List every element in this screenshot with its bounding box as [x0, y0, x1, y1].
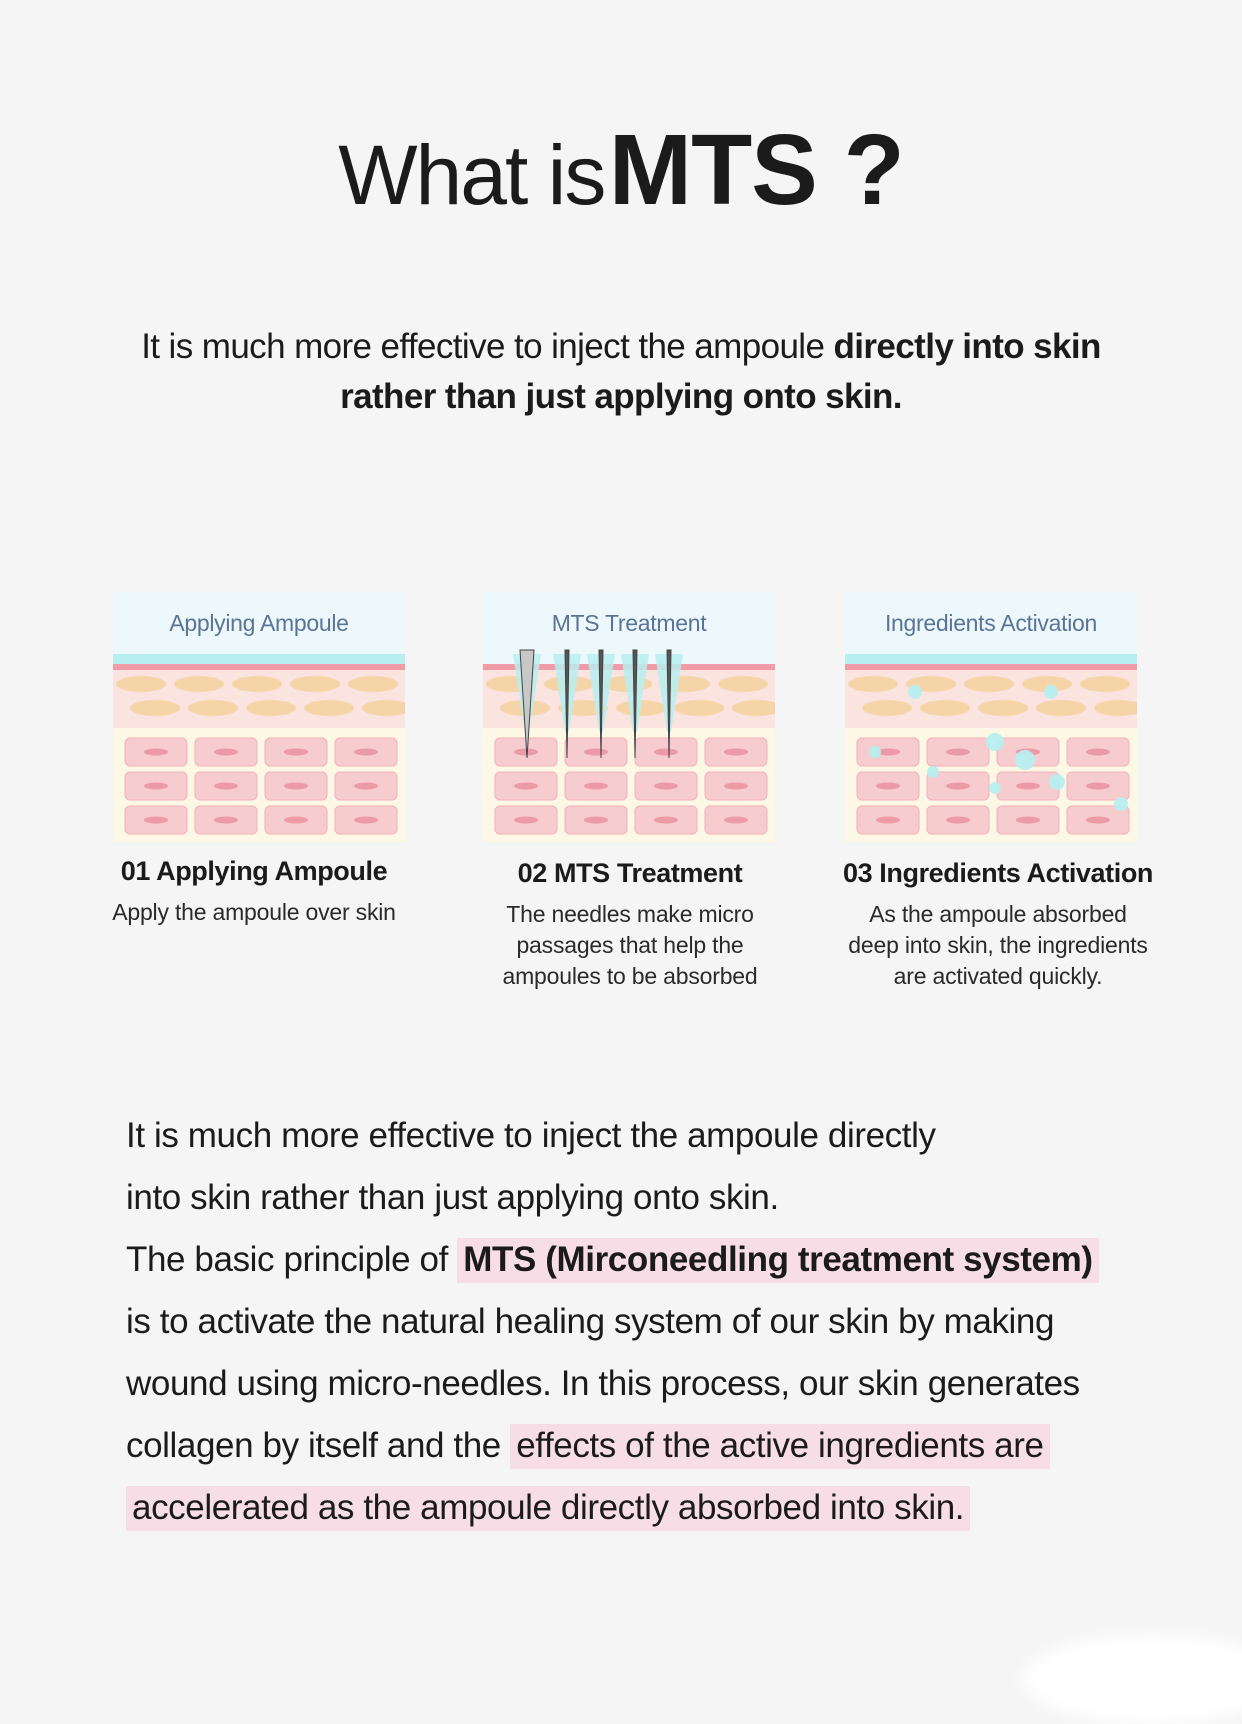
fat-cell	[290, 676, 340, 692]
fat-cell	[188, 700, 238, 716]
cell-nucleus	[584, 783, 608, 790]
cell-nucleus	[654, 783, 678, 790]
body-paragraph	[126, 1105, 1156, 1539]
fat-cell	[718, 676, 768, 692]
cell-nucleus	[654, 817, 678, 824]
step-desc	[818, 899, 1178, 992]
cell-nucleus	[284, 783, 308, 790]
fat-cell	[1036, 700, 1086, 716]
step-1	[74, 856, 434, 928]
ingredient-droplet	[989, 782, 1001, 794]
cell-nucleus	[584, 749, 608, 756]
cell-nucleus	[946, 783, 970, 790]
step-2	[450, 858, 810, 992]
cell-nucleus	[1086, 749, 1110, 756]
epidermis-line	[113, 664, 405, 670]
epidermis-line	[845, 664, 1137, 670]
cell-nucleus	[144, 749, 168, 756]
cell-nucleus	[214, 783, 238, 790]
cell-nucleus	[724, 817, 748, 824]
body-line-plain: The basic principle of	[126, 1240, 458, 1279]
cell-nucleus	[214, 817, 238, 824]
body-line: into skin rather than just applying onto skin.	[126, 1178, 779, 1217]
cell-nucleus	[284, 817, 308, 824]
fat-cell	[232, 676, 282, 692]
cell-nucleus	[946, 817, 970, 824]
cell-nucleus	[876, 783, 900, 790]
cell-nucleus	[724, 749, 748, 756]
cell-nucleus	[144, 783, 168, 790]
body-line	[126, 1415, 1156, 1477]
cell-nucleus	[1016, 783, 1040, 790]
fat-cell	[674, 700, 724, 716]
ingredient-droplet	[1114, 797, 1128, 811]
page-title	[0, 114, 1242, 226]
body-line	[126, 1477, 1156, 1539]
step-3	[818, 858, 1178, 992]
cell-nucleus	[354, 817, 378, 824]
title-prefix: What is	[338, 128, 605, 222]
step-desc-line: are activated quickly.	[893, 963, 1103, 989]
fat-cell	[116, 676, 166, 692]
step-desc-line: passages that help the	[516, 932, 744, 958]
panel-label: Ingredients Activation	[884, 610, 1098, 636]
highlight-mts-definition: MTS (Mirconeedling treatment system)	[457, 1238, 1098, 1283]
step-desc	[74, 897, 434, 928]
cell-nucleus	[1086, 817, 1110, 824]
ingredient-droplet	[869, 746, 881, 758]
fat-cell	[848, 676, 898, 692]
cell-nucleus	[514, 817, 538, 824]
body-line	[126, 1229, 1156, 1291]
highlight-accelerated: accelerated as the ampoule directly absorbed into skin.	[126, 1486, 970, 1531]
step-desc-line: deep into skin, the ingredients	[848, 932, 1148, 958]
cell-nucleus	[654, 749, 678, 756]
step-desc-line: As the ampoule absorbed	[869, 901, 1127, 927]
ingredient-droplet	[1049, 774, 1065, 790]
cell-nucleus	[946, 749, 970, 756]
step-desc-line: The needles make micro	[506, 901, 754, 927]
ampoule-layer	[113, 654, 405, 664]
panel-label: MTS Treatment	[551, 610, 707, 636]
ingredient-droplet	[1015, 750, 1035, 770]
cell-nucleus	[584, 817, 608, 824]
corner-decoration	[1022, 1634, 1242, 1724]
ampoule-layer	[845, 654, 1137, 664]
panel-ingredients-activation	[845, 592, 1137, 842]
ingredient-droplet	[908, 685, 922, 699]
fat-cell	[920, 700, 970, 716]
panel-applying-ampoule	[113, 592, 405, 842]
body-line-plain: collagen by itself and the	[126, 1426, 511, 1465]
fat-cell	[964, 676, 1014, 692]
cell-nucleus	[144, 817, 168, 824]
cell-nucleus	[354, 783, 378, 790]
fat-cell	[246, 700, 296, 716]
cell-nucleus	[1086, 783, 1110, 790]
cell-nucleus	[1016, 817, 1040, 824]
intro-text	[0, 322, 1242, 422]
fat-cell	[304, 700, 354, 716]
fat-cell	[862, 700, 912, 716]
highlight-effects: effects of the active ingredients are	[510, 1424, 1049, 1469]
fat-cell	[978, 700, 1028, 716]
body-line: is to activate the natural healing system of our skin by making	[126, 1302, 1055, 1341]
ingredient-droplet	[986, 733, 1004, 751]
step-title: 03 Ingredients Activation	[842, 858, 1154, 888]
ingredient-droplet	[927, 766, 939, 778]
cell-nucleus	[724, 783, 748, 790]
body-line: It is much more effective to inject the ampoule directly	[126, 1116, 936, 1155]
cell-nucleus	[876, 817, 900, 824]
cell-nucleus	[214, 749, 238, 756]
panel-mts-treatment	[483, 592, 775, 842]
body-line: wound using micro-needles. In this process, our skin generates	[126, 1364, 1080, 1403]
panel-label: Applying Ampoule	[169, 610, 349, 636]
title-emphasis: MTS ?	[608, 114, 904, 226]
fat-cell	[348, 676, 398, 692]
ingredient-droplet	[1044, 685, 1058, 699]
step-title: 02 MTS Treatment	[517, 858, 743, 888]
step-desc	[450, 899, 810, 992]
step-desc-line: ampoules to be absorbed	[502, 963, 758, 989]
intro-line1-normal: It is much more effective to inject the ampoule	[141, 327, 825, 366]
fat-cell	[130, 700, 180, 716]
intro-line2-bold: rather than just applying onto skin.	[340, 377, 902, 416]
fat-cell	[174, 676, 224, 692]
step-desc-line: Apply the ampoule over skin	[112, 899, 396, 925]
step-title: 01 Applying Ampoule	[120, 856, 388, 886]
fat-cell	[1080, 676, 1130, 692]
cell-nucleus	[514, 783, 538, 790]
cell-nucleus	[284, 749, 308, 756]
intro-line1-bold: directly into skin	[833, 327, 1101, 366]
cell-nucleus	[354, 749, 378, 756]
